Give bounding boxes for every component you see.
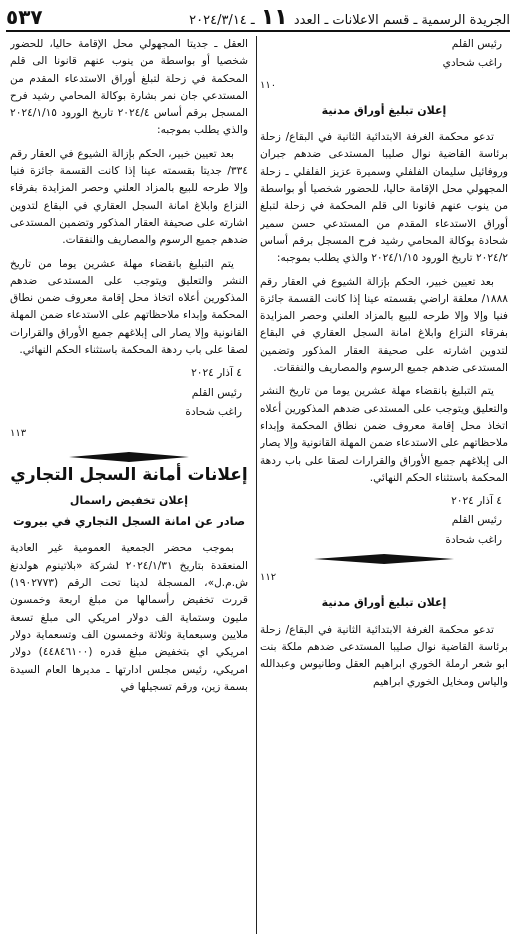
notice-title: إعلان تخفيض راسمال: [69, 493, 189, 507]
signature-title: رئيس القلم: [451, 38, 502, 50]
issue-date: ـ ٢٠٢٤/٣/١٤: [189, 12, 255, 28]
signature-title: رئيس القلم: [191, 386, 242, 399]
notice-number: ١١٢: [260, 572, 277, 584]
notice-paragraph: بموجب محضر الجمعية العمومية غير العادية المنعقدة بتاريخ ٢٠٢٤/١/٣١ لشركة «بلاتينوم هولدنغ ش.م.ل»، المسجلة لدينا تحت الرقم (١٩٠٢٧٧٣) قررت تخفيض رأسمالها من مبلغ اربعة وخمسون مليون وستماية الف دولار امريكي الى مبلغ تسعة ملايين وسبعماية وثلاثة وخمسون الف وتسعماية دولار امريكي اي بتخفيض مبلغ قدره (٤٤٨٤٦١٠٠) دولار امريكي، رئيس مجلس ادارتها ـ مديرها العام السيدة بسمة زين، ورقم تسجيلها في: [10, 542, 248, 693]
right-column: [260, 36, 508, 934]
signature-name: راغب شحادة: [185, 405, 242, 418]
column-divider: [256, 36, 257, 934]
notice-paragraph: تدعو محكمة الغرفة الابتدائية الثانية في البقاع/ زحلة برئاسة القاضية نوال صليبا المستدعى ضدهم ملكة بنت ابو شعر ارملة الخوري ابراهيم العقل وطانيوس وعبدالله والياس ومخايل الخوري ابراهيم: [260, 623, 508, 688]
signature-name: راغب شحادي: [442, 57, 502, 70]
notice-title: إعلان تبليغ أوراق مدنية: [321, 103, 447, 117]
notice-paragraph: تدعو محكمة الغرفة الابتدائية الثانية في البقاع/ زحلة برئاسة القاضية نوال صليبا المستدعى ضدهم جبران وروفائيل سليمان الفلفلي وسميرة عزيز الفلفلي ـ زحلة المجهولي محل الإقامة حاليا، للحضور شخصيا أو بواسطة من ينوب عنهم قانونا الى قلم المحكمة في زحلة لتبلغ أوراق الاستدعاء المقدم من المستدعي حسن سمير شحادة بوكالة المحامي رشيد فرح المسجل برقم أساس ٢٠٢٤/٢ تاريخ الورود ٢٠٢٤/١/١٥ والذي يطلب بموجبه:: [260, 131, 508, 265]
header-publication: الجريدة الرسمية ـ قسم الاعلانات ـ العدد: [293, 12, 510, 28]
page-number: ٥٣٧: [6, 5, 43, 29]
notice-title: إعلان تبليغ أوراق مدنية: [321, 596, 447, 610]
notice-paragraph: بعد تعيين خبير، الحكم بإزالة الشيوع في العقار رقم ١٨٨٨/ معلقة اراضي بقسمته عينا إذا كانت القسمة جائزة فنيا وإلا وإلا طرحه للبيع بالمزاد العلني وحصر المزايدة بفرقاء النزاع وابلاغ امانة السجل العقاري في البقاع لتدوين اشارته على صحيفة العقار المذكور وتضمين المستدعى ضدهم جميع الرسوم والمصاريف والنفقات.: [260, 275, 508, 375]
left-column: [10, 36, 248, 934]
section-title: إعلانات أمانة السجل التجاري: [10, 464, 248, 485]
notice-paragraph: يتم التبليغ بانقضاء مهلة عشرين يوما من تاريخ النشر والتعليق ويتوجب على المستدعى ضدهم المذكورين أعلاه اتخاذ محل إقامة معروف ضمن نطاق المحكمة وإبداء ملاحظاتهم على الاستدعاء ضمن المهلة القانونية وإلا يصار الى إبلاغهم جميع الأوراق والقرارات لصقا على باب ردهة المحكمة باستثناء الحكم النهائي.: [10, 257, 248, 357]
signature-title: رئيس القلم: [451, 514, 502, 527]
ornament-divider: [10, 451, 248, 463]
ornament-divider: [260, 553, 508, 565]
notice-number: ١١٠: [260, 79, 277, 91]
page-header: [6, 4, 510, 32]
signature-name: راغب شحادة: [445, 533, 502, 546]
notice-number: ١١٣: [10, 428, 27, 440]
issue-number: ١١: [260, 4, 288, 30]
notice-date: ٤ آذار ٢٠٢٤: [191, 367, 242, 380]
header-line: [189, 5, 510, 30]
notice-paragraph: بعد تعيين خبير، الحكم بإزالة الشيوع في العقار رقم ٣٣٤/ جديتا بقسمته عينا إذا كانت القسمة جائزة فنيا وإلا طرحه للبيع بالمزاد العلني وحصر المزايدة بفرقاء النزاع وابلاغ امانة السجل العقاري في البقاع لتدوين اشارته على صحيفة العقار المذكور وتضمين المستدعى ضدهم جميع الرسوم والمصاريف والنفقات.: [10, 147, 248, 247]
notice-subtitle: صادر عن امانة السجل التجاري في بيروت: [12, 514, 246, 529]
notice-date: ٤ آذار ٢٠٢٤: [451, 495, 502, 508]
notice-paragraph: العقل ـ جديتا المجهولي محل الإقامة حاليا، للحضور شخصيا أو بواسطة من ينوب عنهم قانونا الى قلم المحكمة في زحلة لتبلغ أوراق الاستدعاء المقدم من المستدعي جان نمر بشارة بوكالة المحامي رشيد فرح المسجل برقم أساس ٢٠٢٤/٤ تاريخ الورود ٢٠٢٤/١/١٥ والذي يطلب بموجبه:: [10, 38, 248, 137]
notice-paragraph: يتم التبليغ بانقضاء مهلة عشرين يوما من تاريخ النشر والتعليق ويتوجب على المستدعى ضدهم المذكورين أعلاه اتخاذ محل إقامة معروف ضمن نطاق المحكمة وإبداء ملاحظاتهم على الاستدعاء ضمن المهلة القانونية وإلا يصار الى إبلاغهم جميع الأوراق والقرارات لصقا على باب ردهة المحكمة باستثناء الحكم النهائي.: [260, 385, 508, 484]
